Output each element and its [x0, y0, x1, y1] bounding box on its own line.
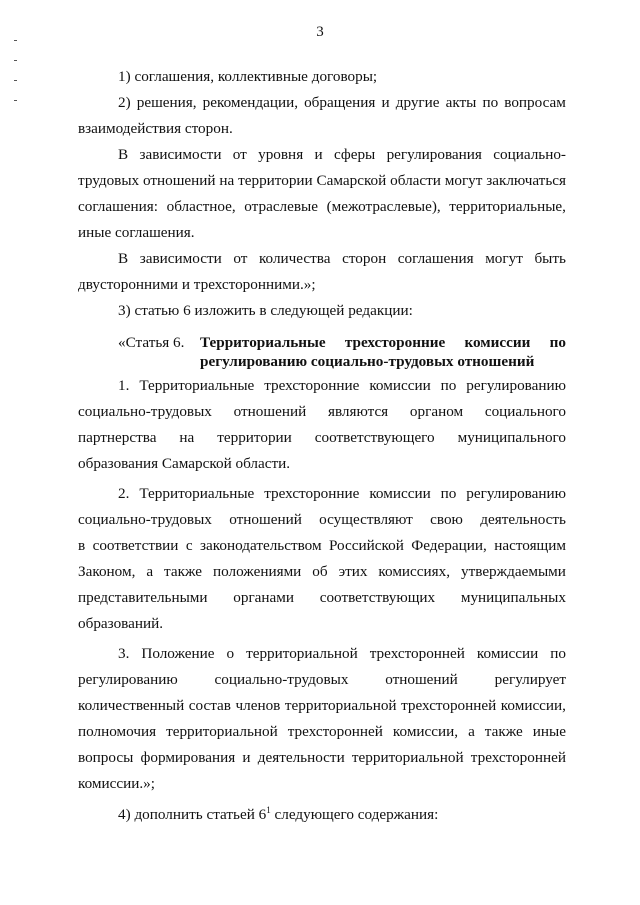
word: трехсторонние: [264, 485, 360, 502]
word: Положение: [141, 645, 215, 662]
word: соответствующих: [319, 589, 436, 606]
word: территории: [217, 429, 292, 446]
word: на: [179, 429, 195, 446]
word: (межотраслевые),: [326, 198, 441, 215]
word: В: [118, 250, 129, 267]
word: уровня: [258, 146, 304, 163]
scan-mark: [14, 60, 17, 61]
word: и: [242, 749, 251, 766]
section-1-line-2: [78, 399, 566, 425]
word: трехсторонней: [287, 723, 383, 740]
word: Самарской: [316, 172, 387, 189]
word: состав: [188, 697, 231, 714]
word: законодательством: [200, 537, 322, 554]
word: вопросы: [78, 749, 134, 766]
word: соответствии: [92, 537, 179, 554]
word: об: [312, 563, 328, 580]
section-1-line-1: [78, 373, 566, 399]
paragraph-1-line-2: [78, 168, 566, 194]
word: настоящим: [494, 537, 566, 554]
word: по: [482, 94, 499, 111]
section-2-line-1: [78, 481, 566, 507]
word: с: [185, 537, 193, 554]
paragraph-1-line-3: [78, 194, 566, 220]
word: территории: [238, 172, 313, 189]
word: социально-трудовых: [214, 671, 349, 688]
section-1-line-4: образования Самарской области.: [78, 455, 291, 472]
word: о: [226, 645, 235, 662]
word: территориальной: [246, 645, 358, 662]
word: деятельности: [257, 749, 345, 766]
word: 2.: [118, 485, 130, 502]
word: трехсторонней: [369, 645, 465, 662]
word: трехсторонние: [344, 334, 446, 351]
word: количественный: [78, 697, 185, 714]
list-item-2-line-2: взаимодействия сторон.: [78, 120, 233, 137]
word: и: [381, 94, 390, 111]
section-1-line-3: [78, 425, 566, 451]
section-3-line-6: комиссии.»;: [78, 775, 155, 792]
section-3-line-2: [78, 667, 566, 693]
word: Территориальные: [139, 485, 255, 502]
paragraph-2-line-2: двусторонними и трехсторонними.»;: [78, 276, 316, 293]
word: органами: [233, 589, 295, 606]
section-2-line-6: образований.: [78, 615, 164, 632]
word: рекомендации,: [202, 94, 298, 111]
word: заключаться: [486, 172, 566, 189]
section-3-line-4: [78, 719, 566, 745]
word: органом: [409, 403, 464, 420]
word: регулированию: [466, 485, 566, 502]
word: Федерации,: [411, 537, 487, 554]
word: трудовых: [78, 172, 140, 189]
article-title-line-1: [200, 333, 566, 352]
word: социально-трудовых: [78, 511, 212, 528]
word: отношений: [385, 671, 458, 688]
word: трехсторонние: [264, 377, 360, 394]
word: 1.: [118, 377, 130, 394]
word: а: [468, 723, 475, 740]
word: акты: [445, 94, 477, 111]
word: решения,: [136, 94, 197, 111]
list-item-3: 3) статью 6 изложить в следующей редакции:: [118, 302, 413, 319]
word: комиссиях,: [378, 563, 451, 580]
word: свою: [430, 511, 463, 528]
word: трехсторонней: [401, 697, 497, 714]
paragraph-2-line-1: [78, 246, 566, 272]
word: социального: [484, 403, 566, 420]
word: на: [219, 172, 235, 189]
scan-mark: [14, 100, 17, 101]
word: муниципального: [457, 429, 566, 446]
word: осуществляют: [319, 511, 413, 528]
list-item-4-line: [78, 802, 566, 828]
section-2-line-4: [78, 559, 566, 585]
list-item-1: 1) соглашения, коллективные договоры;: [118, 68, 378, 85]
page-number: 3: [316, 24, 324, 40]
word: могут: [485, 250, 523, 267]
word: 3.: [118, 645, 130, 662]
section-3-line-1: [78, 641, 566, 667]
word: отношений: [229, 511, 302, 528]
word: регулированию: [78, 671, 178, 688]
word: по: [440, 485, 457, 502]
word: комиссии,: [500, 697, 566, 714]
word: по: [549, 334, 566, 351]
word: быть: [534, 250, 566, 267]
word: Законом,: [78, 563, 136, 580]
word: 2): [118, 94, 131, 111]
word: от: [232, 146, 247, 163]
word: отраслевые: [244, 198, 318, 215]
word: деятельность: [480, 511, 566, 528]
section-3-line-5: [78, 745, 566, 771]
word: трехсторонней: [470, 749, 566, 766]
word: положениями: [212, 563, 302, 580]
word: Территориальные: [139, 377, 255, 394]
word: зависимости: [139, 146, 222, 163]
section-2-line-3: [78, 533, 566, 559]
word: области: [390, 172, 441, 189]
word: отношений: [142, 172, 216, 189]
word: полномочия: [78, 723, 157, 740]
word: сферы: [333, 146, 376, 163]
section-2-line-5: [78, 585, 566, 611]
word: социально-трудовых: [78, 403, 212, 420]
list-item-2-line-1: [78, 90, 566, 116]
word: Территориальные: [200, 334, 326, 351]
word: территориальной: [284, 697, 397, 714]
word: партнерства: [78, 429, 157, 446]
word: членов: [235, 697, 281, 714]
word: муниципальных: [460, 589, 566, 606]
word: в: [78, 537, 86, 554]
section-3: [78, 641, 566, 797]
article-title-line-2: регулированию социально-трудовых отношений: [200, 353, 535, 370]
word: вопросам: [504, 94, 566, 111]
word: соответствующего: [314, 429, 435, 446]
word: областное,: [166, 198, 236, 215]
section-1: [78, 373, 566, 477]
word: отношений: [233, 403, 307, 420]
word: по: [440, 377, 457, 394]
word: комиссии: [369, 377, 431, 394]
word: территориальной: [166, 723, 278, 740]
word: количества: [258, 250, 331, 267]
word: представительными: [78, 589, 208, 606]
scan-mark: [14, 80, 17, 81]
word: этих: [338, 563, 368, 580]
word: могут: [444, 172, 483, 189]
word: также: [164, 563, 203, 580]
list-item-4-text: 4) дополнить статьей 6: [118, 806, 267, 823]
word: регулирует: [494, 671, 566, 688]
paragraph-1-line-4: иные соглашения.: [78, 224, 195, 241]
list-item-4: [78, 802, 566, 828]
word: В: [118, 146, 129, 163]
list-item-4-tail: следующего содержания:: [270, 806, 439, 823]
word: регулирования: [386, 146, 482, 163]
paragraph-1-line-1: [78, 142, 566, 168]
word: социально-: [493, 146, 566, 163]
word: сторон: [342, 250, 387, 267]
superscript: 1: [266, 804, 271, 815]
word: и: [314, 146, 323, 163]
article-label: «Статья 6.: [118, 334, 185, 351]
word: являются: [327, 403, 389, 420]
article-heading: [118, 333, 566, 371]
word: другие: [395, 94, 440, 111]
word: утверждаемыми: [461, 563, 566, 580]
section-2-line-2: [78, 507, 566, 533]
word: Российской: [328, 537, 404, 554]
word: зависимости: [139, 250, 222, 267]
word: комиссии,: [392, 723, 459, 740]
word: территориальной: [351, 749, 464, 766]
scan-mark: [14, 40, 17, 41]
section-2: [78, 481, 566, 637]
word: комиссии: [464, 334, 531, 351]
word: формирования: [140, 749, 236, 766]
word: по: [550, 645, 566, 662]
word: соглашения: [397, 250, 474, 267]
word: территориальные,: [449, 198, 566, 215]
word: комиссии: [476, 645, 539, 662]
word: также: [484, 723, 523, 740]
word: комиссии: [369, 485, 431, 502]
word: соглашения:: [78, 198, 159, 215]
word: регулированию: [466, 377, 566, 394]
word: обращения: [304, 94, 376, 111]
word: от: [233, 250, 248, 267]
document-body-top: [78, 64, 566, 324]
word: а: [146, 563, 154, 580]
word: иные: [532, 723, 566, 740]
section-3-line-3: [78, 693, 566, 719]
